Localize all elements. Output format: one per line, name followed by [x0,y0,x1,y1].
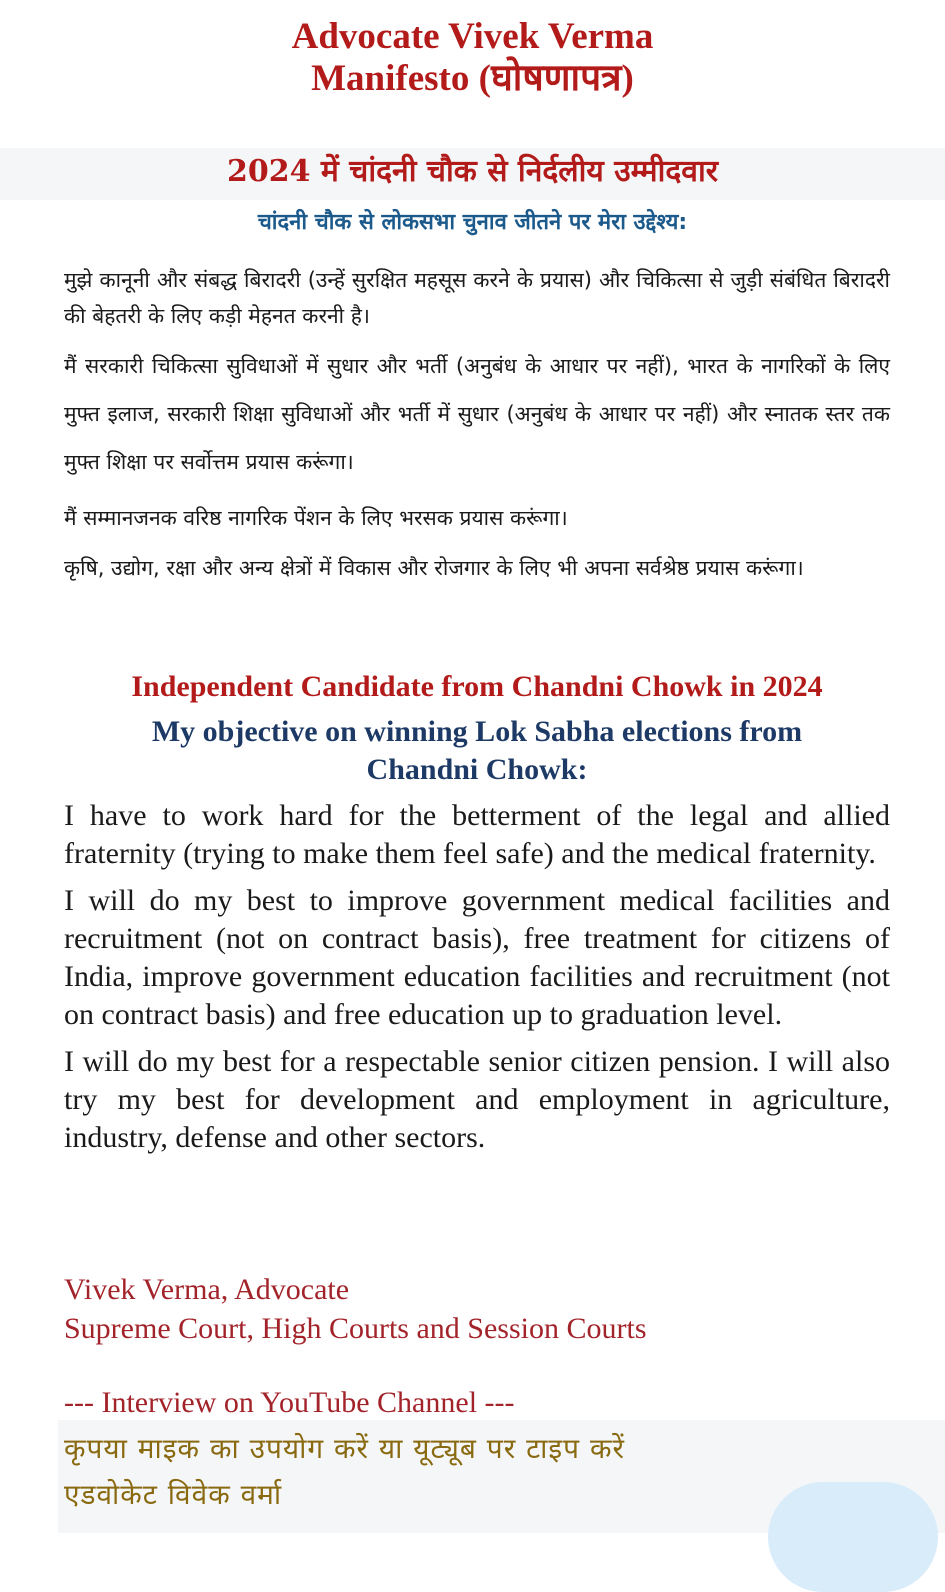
hindi-objective-heading: चांदनी चौक से लोकसभा चुनाव जीतने पर मेरा उद्देश्य: [257,210,688,235]
youtube-search-term: एडवोकेट विवेक वर्मा [64,1478,283,1511]
english-manifesto [64,665,890,1166]
english-paragraph: I have to work hard for the betterment of the legal and allied fraternity (trying to make them feel safe) and the medical fraternity. [64,799,890,870]
english-objective-heading [64,713,890,789]
english-manifesto-body [64,797,890,1157]
hindi-paragraph: मैं सरकारी चिकित्सा सुविधाओं में सुधार और भर्ती (अनुबंध के आधार पर नहीं), भारत के नागरिकों के लिए मुफ्त इलाज, सरकारी शिक्षा सुविधाओं और भर्ती में सुधार (अनुबंध के आधार पर नहीं) और स्नातक स्तर तक मुफ्त शिक्षा पर सर्वोत्तम प्रयास करूंगा। [64,354,890,474]
youtube-instruction-text: कृपया माइक का उपयोग करें या यूट्यूब पर टाइप करें [64,1432,625,1465]
page-header [0,0,945,100]
english-objective-line: Chandni Chowk: [366,753,588,786]
hindi-manifesto-body [64,262,890,600]
youtube-instruction [64,1426,625,1518]
interview-label: --- Interview on YouTube Channel --- [64,1386,515,1419]
hindi-paragraph: मुझे कानूनी और संबद्ध बिरादरी (उन्हें सुरक्षित महसूस करने के प्रयास) और चिकित्सा से जुड़ी संबंधित बिरादरी की बेहतरी के लिए कड़ी मेहनत करनी है। [64,268,890,328]
hindi-paragraph: कृषि, उद्योग, रक्षा और अन्य क्षेत्रों में विकास और रोजगार के लिए भी अपना सर्वश्रेष्ठ प्रयास करूंगा। [64,556,804,580]
hindi-paragraph: मैं सम्मानजनक वरिष्ठ नागरिक पेंशन के लिए भरसक प्रयास करूंगा। [64,506,568,530]
signature-courts: Supreme Court, High Courts and Session Courts [64,1312,647,1345]
english-objective-line: My objective on winning Lok Sabha elections from [151,715,803,748]
english-heading: Independent Candidate from Chandni Chowk in 2024 [131,670,823,703]
english-paragraph: I will do my best to improve government medical facilities and recruitment (not on contract basis), free treatment for citizens of India, improve government education facilities and recruitment (not on contract basis) and free education up to graduation level. [64,884,890,1031]
signature-block [64,1270,890,1348]
signature-name: Vivek Verma, Advocate [64,1273,350,1306]
floating-action-bubble[interactable] [768,1482,938,1592]
page-title: Advocate Vivek Verma [291,16,654,57]
english-paragraph: I will do my best for a respectable senior citizen pension. I will also try my best for development and employment in agriculture, industry, defense and other sectors. [64,1045,890,1154]
hindi-subtitle: 2024 में चांदनी चौक से निर्दलीय उम्मीदवार [226,154,719,189]
manifesto-title: Manifesto (घोषणापत्र) [311,58,634,99]
